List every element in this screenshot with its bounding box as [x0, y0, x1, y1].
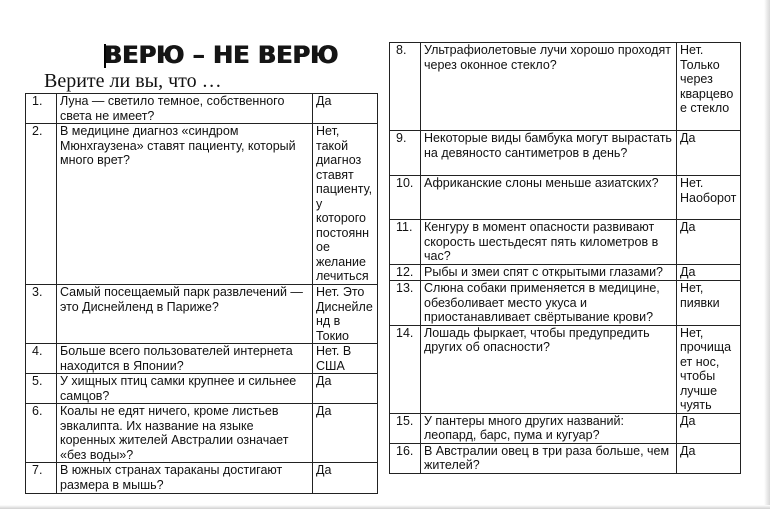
answer-text: Нет, прочищает нос, чтобы лучше чуять	[677, 325, 741, 413]
question-text: Луна — светило темное, собственного света не имеет?	[57, 94, 313, 124]
answer-text: Нет. Это Диснейленд в Токио	[313, 285, 378, 344]
answer-text: Нет. Только через кварцевое стекло	[677, 43, 741, 131]
answer-text: Да	[677, 413, 741, 443]
answer-text: Да	[677, 131, 741, 176]
question-text: У хищных птиц самки крупнее и сильнее самцов?	[57, 374, 313, 404]
table-row	[390, 325, 741, 413]
table-row	[390, 265, 741, 281]
table-row	[26, 374, 378, 404]
table-row	[26, 124, 378, 285]
question-text: Самый посещаемый парк развлечений — это Диснейленд в Париже?	[57, 285, 313, 344]
answer-text: Нет. В США	[313, 344, 378, 374]
answer-text: Да	[313, 94, 378, 124]
question-text: Ультрафиолетовые лучи хорошо проходят через оконное стекло?	[421, 43, 677, 131]
answer-text: Да	[313, 374, 378, 404]
question-text: Рыбы и змеи спят с открытыми глазами?	[421, 265, 677, 281]
question-number: 9.	[390, 131, 421, 176]
question-number: 10.	[390, 176, 421, 220]
question-number: 3.	[26, 285, 57, 344]
question-number: 16.	[390, 443, 421, 473]
table-row	[26, 404, 378, 463]
question-text: В Австралии овец в три раза больше, чем жителей?	[421, 443, 677, 473]
question-number: 2.	[26, 124, 57, 285]
question-text: Кенгуру в момент опасности развивают скорость шестьдесят пять километров в час?	[421, 220, 677, 265]
table-row	[390, 220, 741, 265]
answer-text: Да	[313, 404, 378, 463]
question-number: 15.	[390, 413, 421, 443]
table-row	[26, 344, 378, 374]
table-row	[390, 43, 741, 131]
question-text: В медицине диагноз «синдром Мюнхгаузена» ставят пациенту, который много врет?	[57, 124, 313, 285]
question-text: У пантеры много других названий: леопард, барс, пума и кугуар?	[421, 413, 677, 443]
question-text: Слюна собаки применяется в медицине, обезболивает место укуса и приостанавливает свёртывание крови?	[421, 281, 677, 326]
answer-text: Нет, такой диагноз ставят пациенту, у которого постоянное желание лечиться	[313, 124, 378, 285]
question-number: 8.	[390, 43, 421, 131]
table-row	[26, 94, 378, 124]
page-bottom-edge	[0, 505, 770, 509]
questions-table-left	[25, 93, 378, 494]
answer-text: Да	[677, 220, 741, 265]
table-row	[390, 413, 741, 443]
page-edge-shadow	[764, 0, 770, 509]
question-text: В южных странах тараканы достигают размера в мышь?	[57, 463, 313, 494]
answer-text: Да	[677, 443, 741, 473]
question-number: 6.	[26, 404, 57, 463]
answer-text: Да	[677, 265, 741, 281]
question-number: 14.	[390, 325, 421, 413]
table-row	[390, 176, 741, 220]
table-row	[390, 443, 741, 473]
question-text: Больше всего пользователей интернета находится в Японии?	[57, 344, 313, 374]
table-row	[26, 463, 378, 494]
page-title: ВЕРЮ – НЕ ВЕРЮ	[104, 41, 339, 69]
question-number: 5.	[26, 374, 57, 404]
page-subtitle: Верите ли вы, что …	[44, 70, 222, 92]
question-number: 12.	[390, 265, 421, 281]
question-text: Некоторые виды бамбука могут вырастать на девяносто сантиметров в день?	[421, 131, 677, 176]
question-text: Лошадь фыркает, чтобы предупредить других об опасности?	[421, 325, 677, 413]
question-number: 13.	[390, 281, 421, 326]
table-row	[390, 281, 741, 326]
question-number: 11.	[390, 220, 421, 265]
table-row	[26, 285, 378, 344]
question-number: 4.	[26, 344, 57, 374]
question-number: 7.	[26, 463, 57, 494]
answer-text: Нет, пиявки	[677, 281, 741, 326]
question-text: Коалы не едят ничего, кроме листьев эвкалипта. Их название на языке коренных жителей Австралии означает «без воды»?	[57, 404, 313, 463]
question-text: Африканские слоны меньше азиатских?	[421, 176, 677, 220]
table-row	[390, 131, 741, 176]
answer-text: Да	[313, 463, 378, 494]
question-number: 1.	[26, 94, 57, 124]
answer-text: Нет. Наоборот	[677, 176, 741, 220]
questions-table-right	[389, 42, 741, 474]
